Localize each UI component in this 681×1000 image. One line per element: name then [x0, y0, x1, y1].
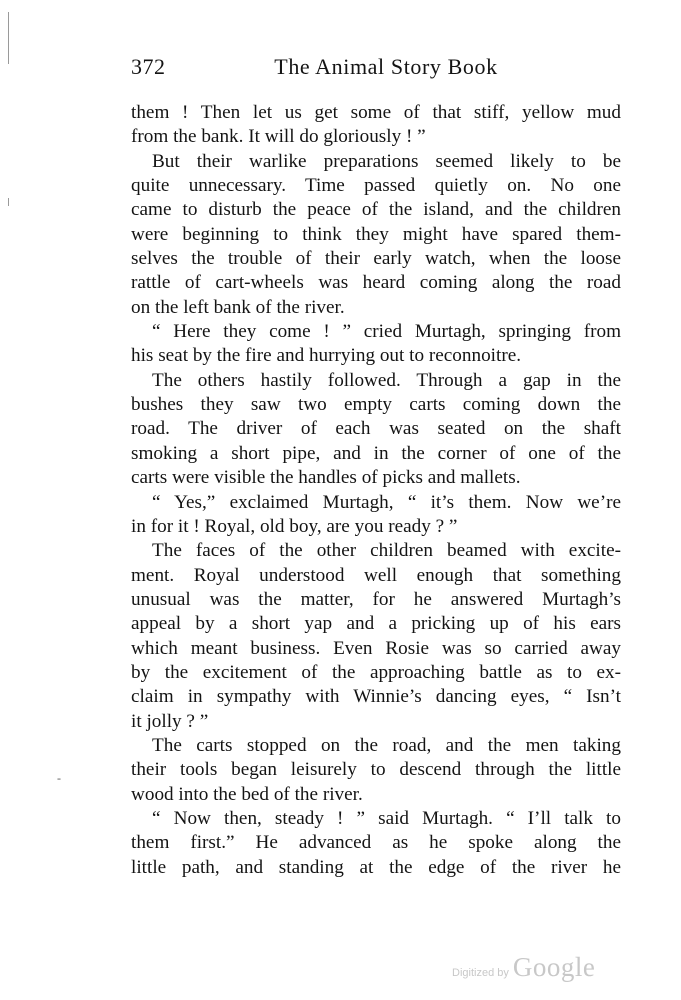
- text-line: his seat by the fire and hurrying out to reconnoitre.: [131, 345, 522, 367]
- text-line: their tools began leisurely to descend through the little: [131, 759, 621, 781]
- text-line: rattle of cart-wheels was heard coming along the road: [131, 272, 621, 294]
- body-text: [131, 101, 621, 880]
- text-line: on the left bank of the river.: [131, 296, 345, 318]
- text-line: ment. Royal understood well enough that something: [131, 564, 621, 586]
- text-line: bushes they saw two empty carts coming down the: [131, 394, 621, 416]
- text-line: The faces of the other children beamed with excite-: [152, 540, 621, 562]
- page-number: 372: [131, 54, 166, 79]
- text-line: wood into the bed of the river.: [131, 783, 363, 805]
- text-line: in for it ! Royal, old boy, are you ready ? ”: [131, 515, 458, 537]
- text-line: quite unnecessary. Time passed quietly on. No one: [131, 175, 621, 197]
- stray-mark: -: [57, 771, 61, 785]
- text-line: carts were visible the handles of picks and mallets.: [131, 467, 521, 489]
- text-line: came to disturb the peace of the island, and the children: [131, 199, 621, 221]
- watermark-prefix: Digitized by: [452, 967, 509, 979]
- text-line: appeal by a short yap and a pricking up of his ears: [131, 613, 621, 635]
- text-line: “ Now then, steady ! ” said Murtagh. “ I’ll talk to: [152, 807, 621, 829]
- text-line: “ Yes,” exclaimed Murtagh, “ it’s them. Now we’re: [152, 491, 621, 513]
- gutter-edge-mark: [8, 12, 9, 64]
- text-line: The carts stopped on the road, and the men taking: [152, 734, 621, 756]
- text-line: selves the trouble of their early watch, when the loose: [131, 248, 621, 270]
- text-line: “ Here they come ! ” cried Murtagh, springing from: [152, 321, 621, 343]
- text-line: were beginning to think they might have spared them-: [131, 223, 621, 245]
- text-line: which meant business. Even Rosie was so carried away: [131, 637, 621, 659]
- running-title: The Animal Story Book: [274, 54, 498, 79]
- text-line: The others hastily followed. Through a gap in the: [152, 369, 621, 391]
- text-line: by the excitement of the approaching battle as to ex-: [131, 661, 621, 683]
- text-line: them first.” He advanced as he spoke along the: [131, 832, 621, 854]
- text-line: it jolly ? ”: [131, 710, 209, 732]
- gutter-edge-mark: [8, 198, 9, 206]
- text-line: But their warlike preparations seemed likely to be: [152, 150, 621, 172]
- text-line: claim in sympathy with Winnie’s dancing eyes, “ Isn’t: [131, 686, 621, 708]
- watermark-brand: Google: [512, 952, 596, 982]
- text-line: unusual was the matter, for he answered Murtagh’s: [131, 588, 621, 610]
- running-header: [131, 54, 621, 84]
- text-line: smoking a short pipe, and in the corner of one of the: [131, 442, 621, 464]
- text-line: road. The driver of each was seated on the shaft: [131, 418, 621, 440]
- text-line: little path, and standing at the edge of the river he: [131, 856, 621, 878]
- text-line: them ! Then let us get some of that stiff, yellow mud: [131, 102, 621, 123]
- digitization-watermark: [452, 952, 595, 983]
- text-line: from the bank. It will do gloriously ! ”: [131, 126, 426, 148]
